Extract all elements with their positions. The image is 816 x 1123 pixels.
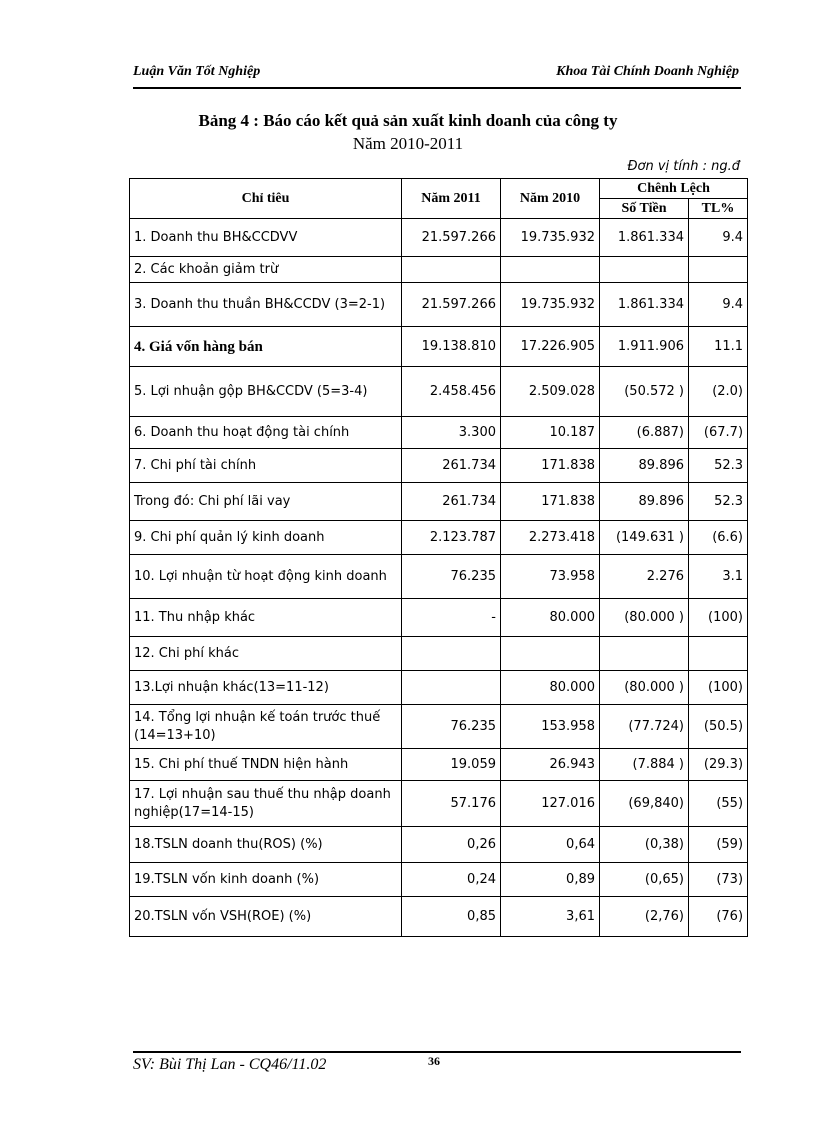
page-number: 36 <box>428 1054 440 1068</box>
cell-2010: 80.000 <box>501 671 600 705</box>
cell-ratio: 52.3 <box>689 449 748 483</box>
row-label: 17. Lợi nhuận sau thuế thu nhập doanh nghiệp(17=14-15) <box>130 781 402 827</box>
cell-amount <box>600 257 689 283</box>
cell-2011 <box>402 257 501 283</box>
cell-2011: 3.300 <box>402 417 501 449</box>
row-label: 18.TSLN doanh thu(ROS) (%) <box>130 827 402 863</box>
cell-amount: (149.631 ) <box>600 521 689 555</box>
table-row <box>130 367 748 417</box>
cell-2010: 0,89 <box>501 863 600 897</box>
cell-2011: - <box>402 599 501 637</box>
cell-amount: (2,76) <box>600 897 689 937</box>
cell-amount: (77.724) <box>600 705 689 749</box>
cell-2011: 261.734 <box>402 449 501 483</box>
table-row <box>130 483 748 521</box>
cell-2010: 26.943 <box>501 749 600 781</box>
table-row <box>130 327 748 367</box>
cell-amount: (0,38) <box>600 827 689 863</box>
cell-2011: 2.458.456 <box>402 367 501 417</box>
cell-2011: 0,85 <box>402 897 501 937</box>
row-label: 12. Chi phí khác <box>130 637 402 671</box>
cell-2011 <box>402 671 501 705</box>
cell-amount: (50.572 ) <box>600 367 689 417</box>
cell-amount: 1.861.334 <box>600 219 689 257</box>
cell-ratio: 11.1 <box>689 327 748 367</box>
cell-ratio: (50.5) <box>689 705 748 749</box>
cell-2011 <box>402 637 501 671</box>
cell-ratio: (67.7) <box>689 417 748 449</box>
table-row <box>130 219 748 257</box>
table-row <box>130 449 748 483</box>
cell-2010: 127.016 <box>501 781 600 827</box>
cell-ratio: 9.4 <box>689 283 748 327</box>
cell-2010: 0,64 <box>501 827 600 863</box>
cell-2011: 261.734 <box>402 483 501 521</box>
table-body <box>130 219 748 937</box>
row-label: 1. Doanh thu BH&CCDVV <box>130 219 402 257</box>
cell-2011: 2.123.787 <box>402 521 501 555</box>
table-row <box>130 521 748 555</box>
cell-2011: 57.176 <box>402 781 501 827</box>
cell-ratio <box>689 637 748 671</box>
cell-ratio: 9.4 <box>689 219 748 257</box>
cell-2010: 19.735.932 <box>501 219 600 257</box>
table-row <box>130 417 748 449</box>
cell-2010: 2.509.028 <box>501 367 600 417</box>
table-row <box>130 749 748 781</box>
page-header <box>133 64 741 88</box>
table-row <box>130 637 748 671</box>
cell-amount: (80.000 ) <box>600 599 689 637</box>
header-thesis-label: Luận Văn Tốt Nghiệp <box>133 64 261 79</box>
row-label: 11. Thu nhập khác <box>130 599 402 637</box>
row-label: 14. Tổng lợi nhuận kế toán trước thuế (14=13+10) <box>130 705 402 749</box>
cell-2011: 0,24 <box>402 863 501 897</box>
row-label: 7. Chi phí tài chính <box>130 449 402 483</box>
cell-ratio: 52.3 <box>689 483 748 521</box>
table-row <box>130 897 748 937</box>
cell-ratio <box>689 257 748 283</box>
table-row <box>130 671 748 705</box>
cell-2010: 10.187 <box>501 417 600 449</box>
cell-amount: 1.911.906 <box>600 327 689 367</box>
header-indicator: Chỉ tiêu <box>130 179 402 219</box>
cell-amount: 1.861.334 <box>600 283 689 327</box>
table-row <box>130 283 748 327</box>
cell-2010 <box>501 637 600 671</box>
header-ratio: TL% <box>689 199 748 219</box>
cell-ratio: (6.6) <box>689 521 748 555</box>
cell-amount: (69,840) <box>600 781 689 827</box>
unit-note: Đơn vị tính : ng.đ <box>627 159 740 174</box>
cell-ratio: (29.3) <box>689 749 748 781</box>
cell-2010: 80.000 <box>501 599 600 637</box>
table-row <box>130 555 748 599</box>
cell-2010: 17.226.905 <box>501 327 600 367</box>
cell-ratio: (100) <box>689 671 748 705</box>
cell-2010: 171.838 <box>501 449 600 483</box>
header-divider <box>133 87 741 89</box>
header-faculty-label: Khoa Tài Chính Doanh Nghiệp <box>556 64 739 79</box>
cell-2011: 19.138.810 <box>402 327 501 367</box>
row-label: 10. Lợi nhuận từ hoạt động kinh doanh <box>130 555 402 599</box>
header-2010: Năm 2010 <box>501 179 600 219</box>
row-label: 2. Các khoản giảm trừ <box>130 257 402 283</box>
cell-2010: 3,61 <box>501 897 600 937</box>
footer-student: SV: Bùi Thị Lan - CQ46/11.02 <box>133 1056 327 1073</box>
header-difference: Chênh Lệch <box>600 179 748 199</box>
cell-2011: 76.235 <box>402 705 501 749</box>
row-label: 6. Doanh thu hoạt động tài chính <box>130 417 402 449</box>
cell-2010: 153.958 <box>501 705 600 749</box>
cell-2010: 2.273.418 <box>501 521 600 555</box>
cell-2011: 21.597.266 <box>402 283 501 327</box>
table-row <box>130 863 748 897</box>
cell-2011: 76.235 <box>402 555 501 599</box>
cell-ratio: (59) <box>689 827 748 863</box>
row-label: Trong đó: Chi phí lãi vay <box>130 483 402 521</box>
cell-amount: (0,65) <box>600 863 689 897</box>
cell-2010: 73.958 <box>501 555 600 599</box>
cell-2011: 21.597.266 <box>402 219 501 257</box>
cell-ratio: (73) <box>689 863 748 897</box>
cell-amount: 89.896 <box>600 483 689 521</box>
footer-divider <box>133 1051 741 1053</box>
cell-2010 <box>501 257 600 283</box>
header-2011: Năm 2011 <box>402 179 501 219</box>
row-label: 13.Lợi nhuận khác(13=11-12) <box>130 671 402 705</box>
row-label: 9. Chi phí quản lý kinh doanh <box>130 521 402 555</box>
cell-ratio: (2.0) <box>689 367 748 417</box>
cell-2010: 171.838 <box>501 483 600 521</box>
cell-2010: 19.735.932 <box>501 283 600 327</box>
table-row <box>130 705 748 749</box>
table-row <box>130 599 748 637</box>
cell-ratio: (76) <box>689 897 748 937</box>
cell-2011: 0,26 <box>402 827 501 863</box>
cell-amount: 89.896 <box>600 449 689 483</box>
cell-amount <box>600 637 689 671</box>
header-amount: Số Tiền <box>600 199 689 219</box>
income-statement-table <box>129 178 748 937</box>
row-label: 15. Chi phí thuế TNDN hiện hành <box>130 749 402 781</box>
cell-ratio: (100) <box>689 599 748 637</box>
row-label: 19.TSLN vốn kinh doanh (%) <box>130 863 402 897</box>
cell-ratio: 3.1 <box>689 555 748 599</box>
table-title: Bảng 4 : Báo cáo kết quả sản xuất kinh doanh của công ty <box>198 111 618 130</box>
row-label: 4. Giá vốn hàng bán <box>130 327 402 367</box>
cell-2011: 19.059 <box>402 749 501 781</box>
row-label: 20.TSLN vốn VSH(ROE) (%) <box>130 897 402 937</box>
row-label: 5. Lợi nhuận gộp BH&CCDV (5=3-4) <box>130 367 402 417</box>
cell-ratio: (55) <box>689 781 748 827</box>
cell-amount: (6.887) <box>600 417 689 449</box>
table-row <box>130 257 748 283</box>
table-row <box>130 781 748 827</box>
cell-amount: 2.276 <box>600 555 689 599</box>
table-subtitle: Năm 2010-2011 <box>352 134 464 153</box>
table-row <box>130 827 748 863</box>
cell-amount: (80.000 ) <box>600 671 689 705</box>
row-label: 3. Doanh thu thuần BH&CCDV (3=2-1) <box>130 283 402 327</box>
cell-amount: (7.884 ) <box>600 749 689 781</box>
